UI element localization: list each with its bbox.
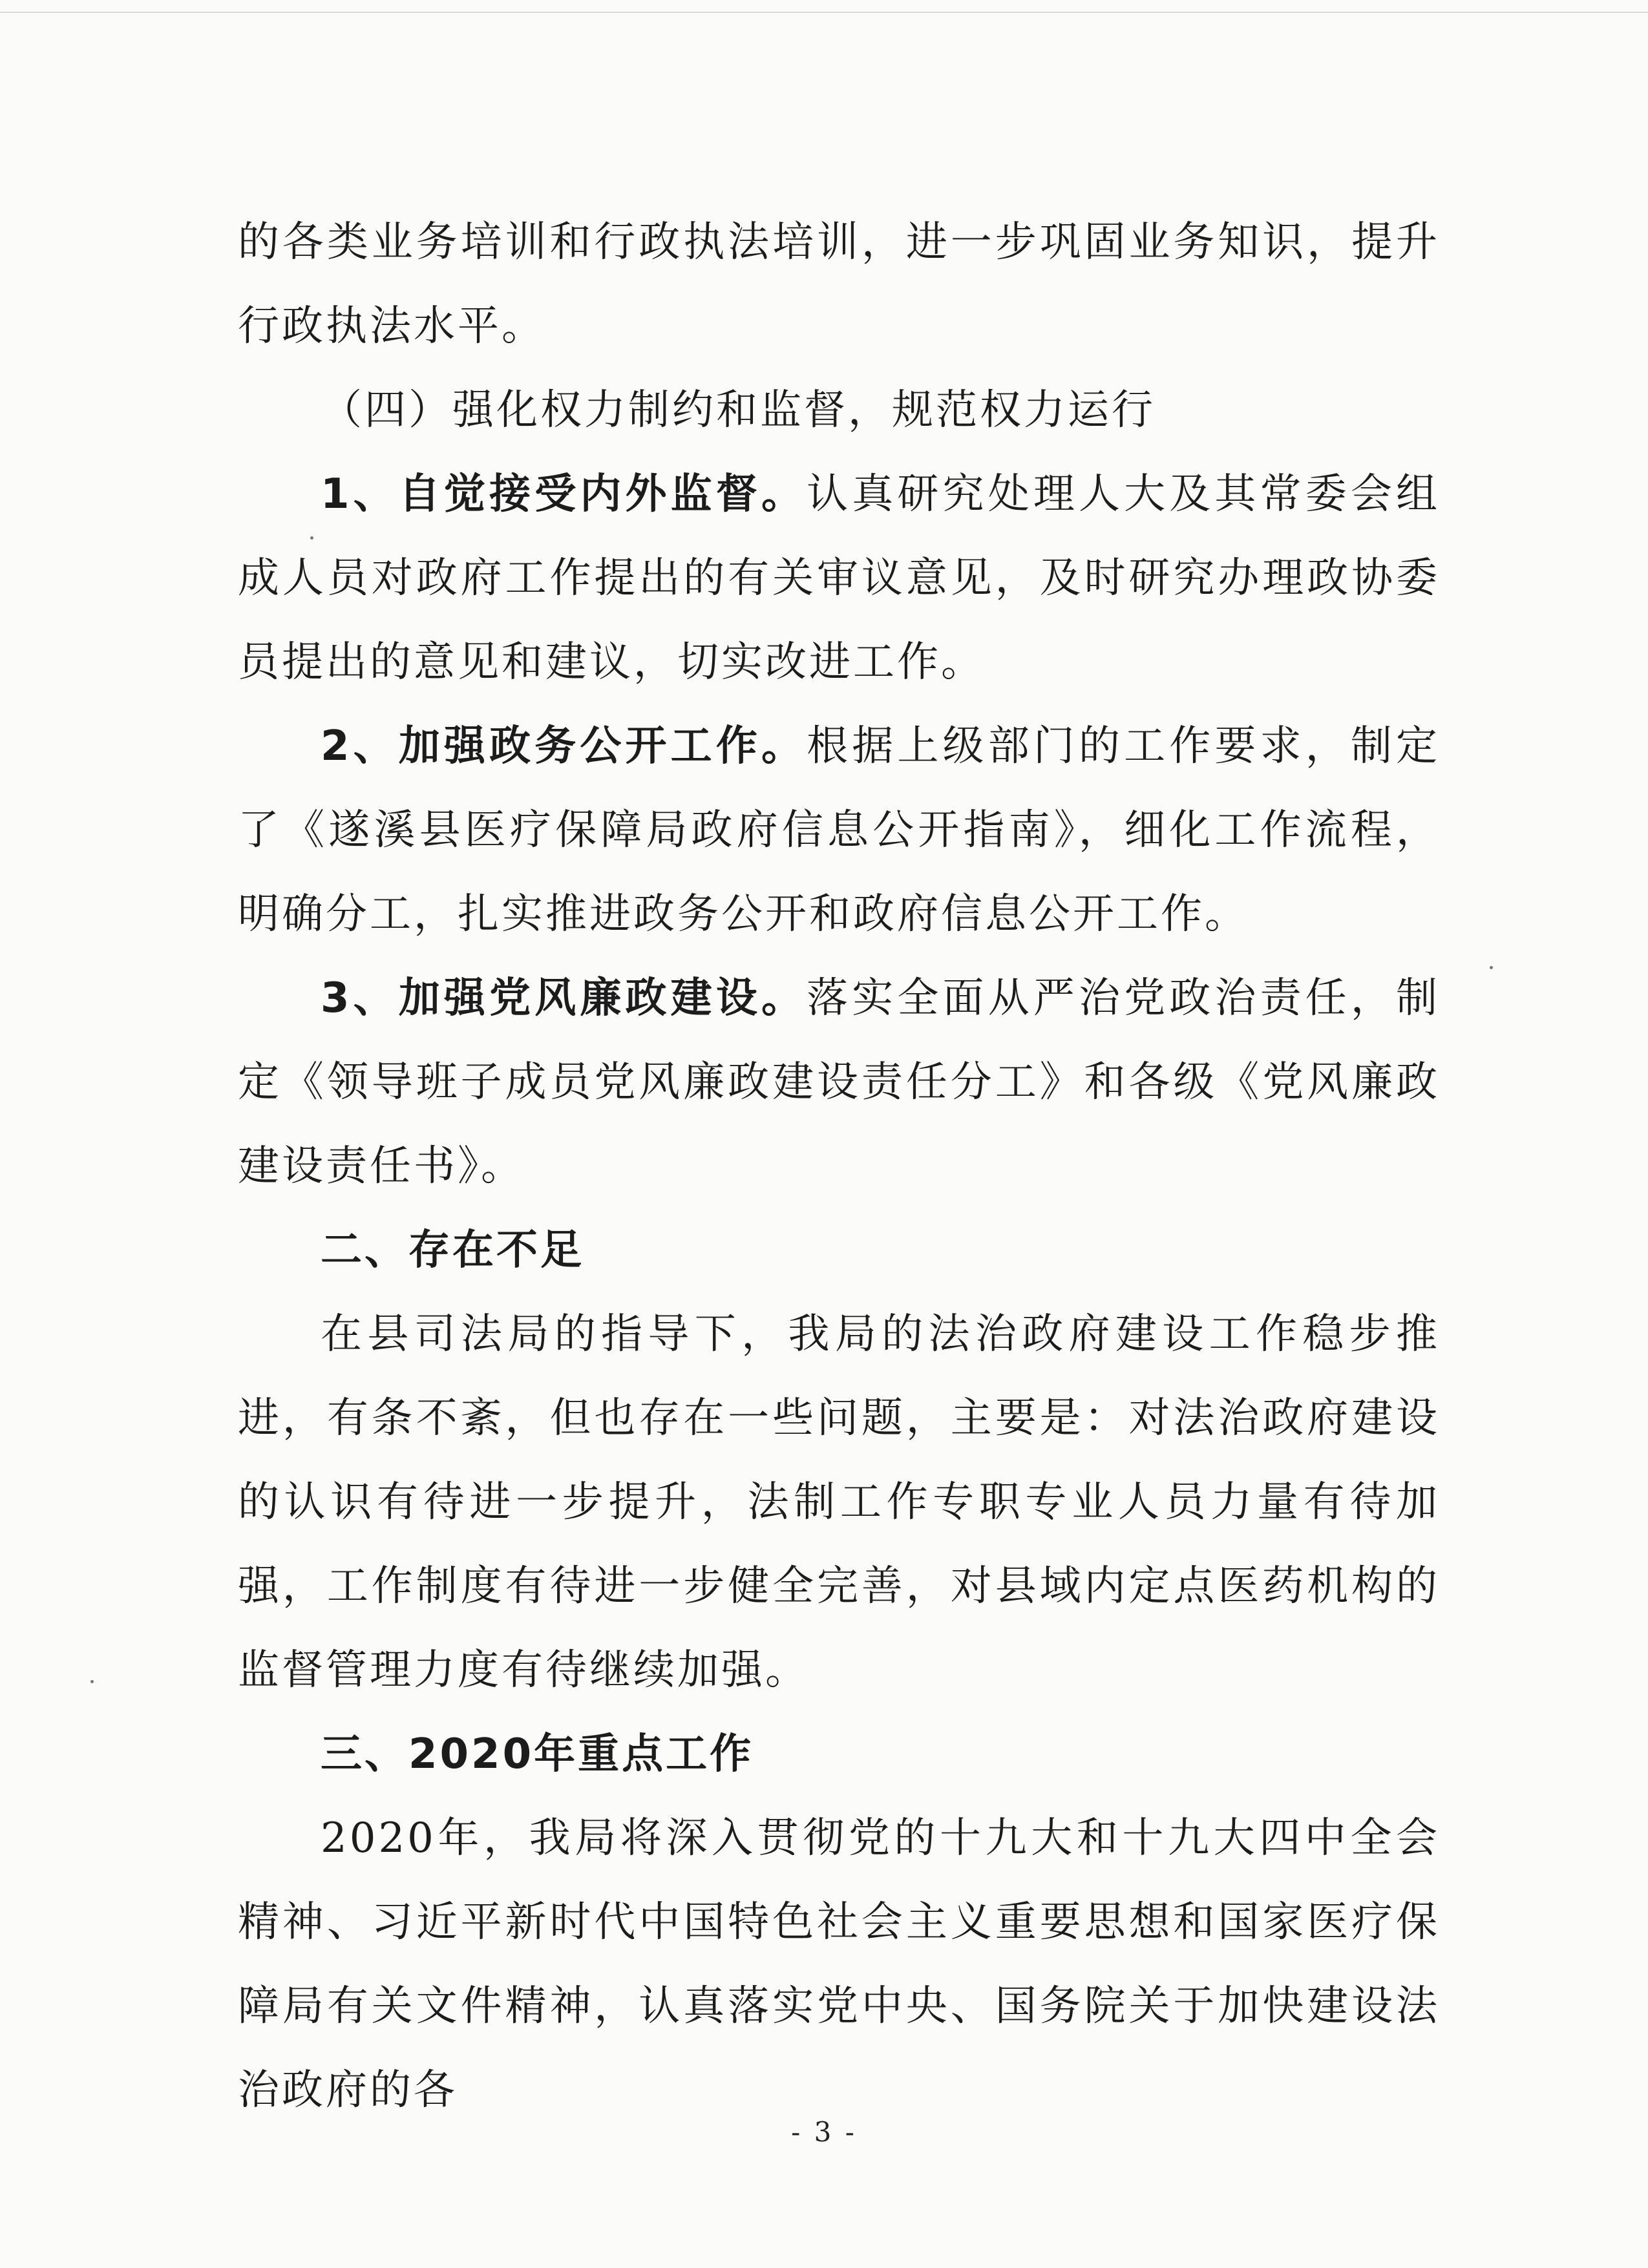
- item-2-paragraph: [238, 704, 1440, 956]
- scan-speck: [90, 1680, 94, 1683]
- item-3-body: 落实全面从严治党政治责任，制定《领导班子成员党风廉政建设责任分工》和各级《党风廉政建设责任书》。: [238, 974, 1441, 1190]
- section-3-body: 2020年，我局将深入贯彻党的十九大和十九大四中全会精神、习近平新时代中国特色社会主义重要思想和国家医疗保障局有关文件精神，认真落实党中央、国务院关于加快建设法治政府的各: [238, 1814, 1440, 2114]
- page-number: - 3 -: [791, 2116, 857, 2148]
- item-3-paragraph: [238, 956, 1440, 1208]
- scan-speck: [310, 536, 313, 540]
- item-1-title: 1、自觉接受内外监督。: [321, 470, 807, 518]
- section-four-heading: （四）强化权力制约和监督，规范权力运行: [321, 386, 1156, 434]
- document-page: [238, 200, 1440, 2132]
- section-2-body: 在县司法局的指导下，我局的法治政府建设工作稳步推进，有条不紊，但也存在一些问题，主要是：对法治政府建设的认识有待进一步提升，法制工作专职专业人员力量有待加强，工作制度有待进一步健全完善，对县域内定点医药机构的监督管理力度有待继续加强。: [238, 1310, 1440, 1694]
- item-2-body: 根据上级部门的工作要求，制定了《遂溪县医疗保障局政府信息公开指南》，细化工作流程，明确分工，扎实推进政务公开和政府信息公开工作。: [238, 722, 1441, 938]
- paragraph-training-continuation: 的各类业务培训和行政执法培训，进一步巩固业务知识，提升行政执法水平。: [238, 218, 1440, 350]
- section-3-heading: 三、2020年重点工作: [321, 1730, 754, 1778]
- item-1-body: 认真研究处理人大及其常委会组成人员对政府工作提出的有关审议意见，及时研究办理政协委员提出的意见和建议，切实改进工作。: [238, 470, 1441, 686]
- scan-top-edge: [0, 12, 1648, 13]
- section-2-heading: 二、存在不足: [321, 1226, 584, 1274]
- item-1-paragraph: [238, 452, 1440, 704]
- scan-speck: [1490, 966, 1493, 969]
- item-2-title: 2、加强政务公开工作。: [321, 722, 807, 770]
- item-3-title: 3、加强党风廉政建设。: [321, 974, 807, 1022]
